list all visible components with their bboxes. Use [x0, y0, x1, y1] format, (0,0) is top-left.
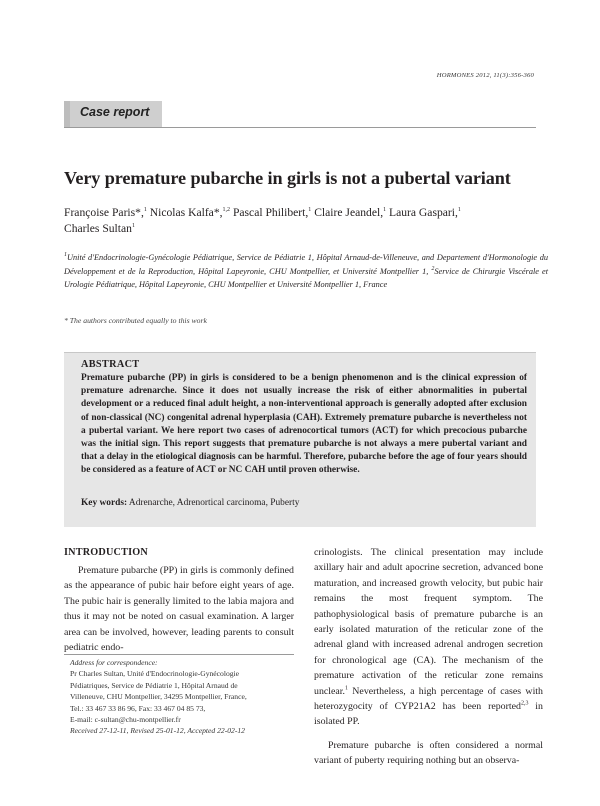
keywords-text: Adrenarche, Adrenortical carcinoma, Puberty	[128, 498, 300, 508]
correspondence-line: Pr Charles Sultan, Unité d'Endocrinologie-Gynécologie	[70, 669, 240, 679]
paper-title: Very premature pubarche in girls is not a pubertal variant	[64, 168, 511, 188]
correspondence-line: Tel.: 33 467 33 86 96, Fax: 33 467 04 85 73,	[70, 703, 206, 713]
affiliation-marker: 2	[431, 265, 435, 272]
affiliation-text: Unité d'Endocrinologie-Gynécologie Pédiatrique, Service de Pédiatrie 1, Hôpital Arnaud-de-Villeneuve, and Departement d'Hormonologie du Développement et de la Reproduction, Hôpital Lapeyronie, CHU Montpellier, et Université Montpellier 1,	[64, 253, 548, 276]
intro-paragraph: Premature pubarche (PP) in girls is commonly defined as the appearance of pubic hair before eight years of age. The pubic hair is generally limited to the labia majora and thus it may not be noted on casual examination. A larger area can be involved, however, leading parents to consult pediatric endo-	[64, 565, 294, 654]
paragraph-text: in isolated PP.	[314, 701, 543, 728]
equal-contribution-note: * The authors contributed equally to this work	[64, 316, 207, 325]
intro-paragraph-continued	[314, 545, 543, 730]
section-label: Case report	[80, 105, 150, 119]
correspondence-label: Address for correspondence:	[70, 658, 158, 667]
author-affiliation-marker: 1	[383, 207, 387, 214]
abstract-heading: ABSTRACT	[81, 359, 140, 370]
correspondence-line: Pédiatriques, Service de Pédiatrie 1, Hôpital Arnaud de	[70, 680, 238, 690]
author-name: Claire Jeandel,	[314, 206, 384, 219]
correspondence-block	[70, 657, 294, 737]
affiliations	[64, 251, 548, 292]
author-affiliation-marker: 1	[308, 207, 312, 214]
right-column	[314, 545, 543, 769]
affiliation-text: Service de Chirurgie Viscérale et Urologie Pédiatrique, Hôpital Lapeyronie, CHU Montpellier et Université Montpellier 1, France	[64, 266, 549, 289]
left-column	[64, 563, 294, 655]
intro-paragraph: Premature pubarche is often considered a normal variant of puberty requiring nothing but an observa-	[314, 739, 543, 767]
paragraph-text: crinologists. The clinical presentation may include axillary hair and adult apocrine secretion, advanced bone maturation, and increased growth velocity, but pubic hair remains the most frequent symptom. The pathophysiological basis of premature pubarche is an early isolated maturation of the reticular zone of the adrenal gland with increased adrenal androgen secretion for chronological age (CA). The mechanism of the premature activation of the reticular zone remains unclear.	[314, 547, 543, 697]
author-affiliation-marker: 1	[457, 207, 461, 214]
author-list	[64, 205, 544, 237]
correspondence-divider	[64, 654, 294, 655]
author-name: Nicolas Kalfa*,	[149, 206, 223, 219]
author-name: Françoise Paris*,	[64, 206, 144, 219]
abstract-text: Premature pubarche (PP) in girls is considered to be a benign phenomenon and is the clinical expression of premature adrenarche. Since it does not usually increase the risk of either abnormalities in pubertal development or a reduced final adult height, a non-interventional approach is generally adopted after exclusion of non-classical (NC) congenital adrenal hyperplasia (CAH). Extremely premature pubarche is nevertheless not a pubertal variant. We here report two cases of adrenocortical tumors (ACT) for which precocious pubarche was the initial sign. This report suggests that premature pubarche is not always a mere pubertal variant and that a delay in the etiological diagnosis can be harmful. Therefore, pubarche before the age of four years should be considered as a feature of ACT or NC CAH until proven otherwise.	[81, 373, 527, 476]
section-badge	[64, 101, 162, 127]
paragraph-text: Nevertheless, a high percentage of cases with heterozygocity of CYP21A2 has been reported	[314, 685, 543, 713]
keywords	[81, 498, 527, 508]
header-divider	[64, 127, 536, 128]
received-dates: Received 27-12-11, Revised 25-01-12, Accepted 22-02-12	[70, 726, 245, 736]
citation: 2,3	[520, 700, 529, 707]
author-name: Charles Sultan	[64, 222, 132, 235]
author-affiliation-marker: 1	[131, 223, 135, 230]
author-affiliation-marker: 1,2	[222, 207, 231, 214]
correspondence-line: Villeneuve, CHU Montpellier, 34295 Montpellier, France,	[70, 692, 247, 702]
author-name: Pascal Philibert,	[232, 206, 309, 219]
author-affiliation-marker: 1	[143, 207, 147, 214]
citation: 1	[344, 685, 348, 692]
journal-reference: HORMONES 2012, 11(3):356-360	[436, 72, 534, 79]
introduction-heading: INTRODUCTION	[64, 547, 148, 558]
correspondence-email[interactable]: E-mail: c-sultan@chu-montpellier.fr	[70, 715, 181, 725]
author-name: Laura Gaspari,	[389, 206, 458, 219]
affiliation-marker: 1	[64, 252, 67, 259]
keywords-label: Key words:	[81, 498, 128, 508]
